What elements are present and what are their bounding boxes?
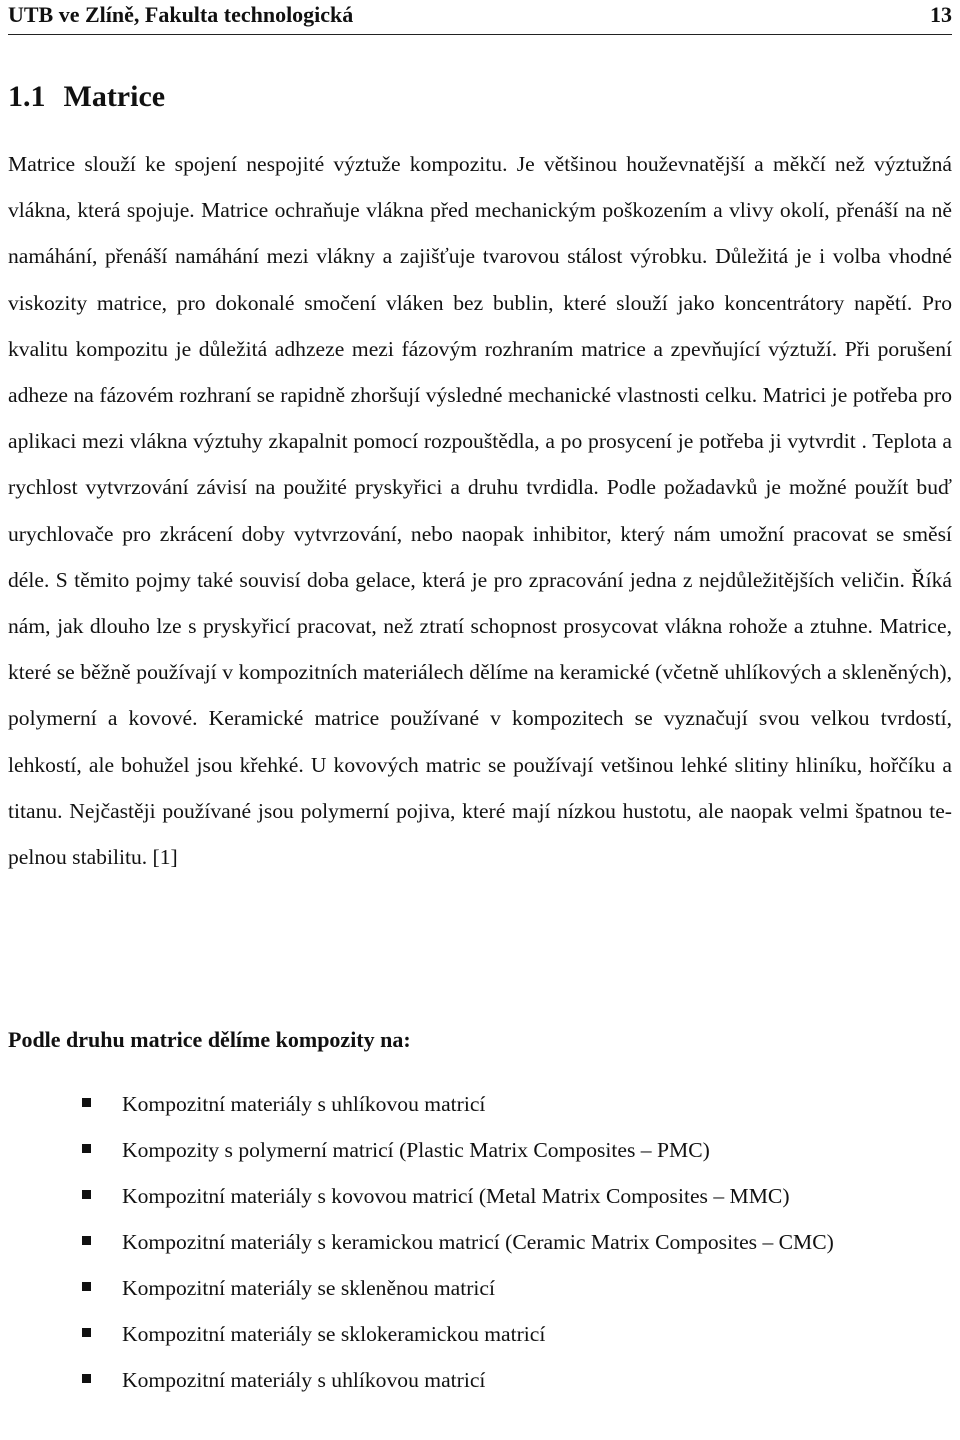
list-item-text: Kompozitní materiály se sklokeramickou matricí: [122, 1322, 546, 1346]
list-item-text: Kompozitní materiály s keramickou matricí (Ceramic Matrix Composites – CMC): [122, 1230, 834, 1254]
section-title-text: Matrice: [63, 80, 166, 113]
square-bullet-icon: [82, 1328, 91, 1337]
list-item: [0, 1081, 960, 1127]
body-paragraph: Matrice slouží ke spojení nespojité výztuže kompozitu. Je většinou houževnatější a měkčí než výztužná vlákna, která spojuje. Matrice ochraňuje vlákna před mechanickým poškozením a vlivy okolí, přenáší na ně namáhání, přenáší namáhání mezi vlákny a zajišťuje tvarovou stálost výrobku. Důležitá je i volba vhodné viskozity matrice, pro dokonalé smočení vláken bez bublin, které slouží jako koncentrátory napětí. Pro kvalitu kompozitu je důležitá adhzeze mezi fázovým rozhraním matrice a zpevňující výztuží. Při porušení adheze na fázovém rozhraní se rapidně zhoršují výsledné mechanické vlastnosti celku. Matrici je potřeba pro aplikaci mezi vlákna výztuhy zkapalnit pomocí rozpouštědla, a po prosycení je potřeba ji vytvrdit . Teplota a rychlost vytvrzování závisí na použité pryskyřici a druhu tvrdidla. Podle požadavků je možné použít buď urychlovače pro zkrácení doby vytvrzování, nebo naopak inhibitor, který nám umožní pracovat se směsí déle. S těmito pojmy také souvisí doba gelace, která je pro zpracování jedna z nejdůležitějších veličin. Říká nám, jak dlouho lze s pryskyřicí pracovat, než ztratí schopnost prosycovat vlákna rohože a ztuhne. Matrice, které se běžně používají v kompozitních materiálech dělíme na keramické (včetně uhlíkových a skleněných), polymerní a kovové. Keramické matrice používané v kompozitech se vyznačují svou velkou tvrdostí, lehkostí, ale bohužel jsou křehké. U kovových matric se používají vetšinou lehké slitiny hliníku, hořčíku a titanu. Nejčastěji používané jsou polymerní pojiva, které mají nízkou hustotu, ale naopak velmi špatnou tepelnou stabilitu. [1]: [8, 152, 952, 870]
list-item-text: Kompozitní materiály s uhlíkovou matricí: [122, 1368, 486, 1392]
section-title: [8, 80, 165, 114]
square-bullet-icon: [82, 1098, 91, 1107]
square-bullet-icon: [82, 1144, 91, 1153]
list-item-text: Kompozitní materiály s kovovou matricí (Metal Matrix Composites – MMC): [122, 1184, 790, 1208]
square-bullet-icon: [82, 1374, 91, 1383]
list-item: [0, 1357, 960, 1403]
list-item-text: Kompozitní materiály se skleněnou matricí: [122, 1276, 495, 1300]
header-institution: UTB ve Zlíně, Fakulta technologická: [8, 2, 354, 27]
page-number: 13: [930, 2, 952, 27]
list-item: [0, 1219, 960, 1265]
matrix-type-list: [0, 1081, 960, 1403]
list-item: [0, 1127, 960, 1173]
square-bullet-icon: [82, 1236, 91, 1245]
square-bullet-icon: [82, 1190, 91, 1199]
page-header: [8, 0, 952, 35]
list-item: [0, 1173, 960, 1219]
list-item: [0, 1265, 960, 1311]
section-number: 1.1: [8, 80, 46, 113]
list-item-text: Kompozitní materiály s uhlíkovou matricí: [122, 1092, 486, 1116]
list-item: [0, 1311, 960, 1357]
square-bullet-icon: [82, 1282, 91, 1291]
list-item-text: Kompozity s polymerní matricí (Plastic Matrix Composites – PMC): [122, 1138, 710, 1162]
subheading: Podle druhu matrice dělíme kompozity na:: [8, 1027, 411, 1052]
